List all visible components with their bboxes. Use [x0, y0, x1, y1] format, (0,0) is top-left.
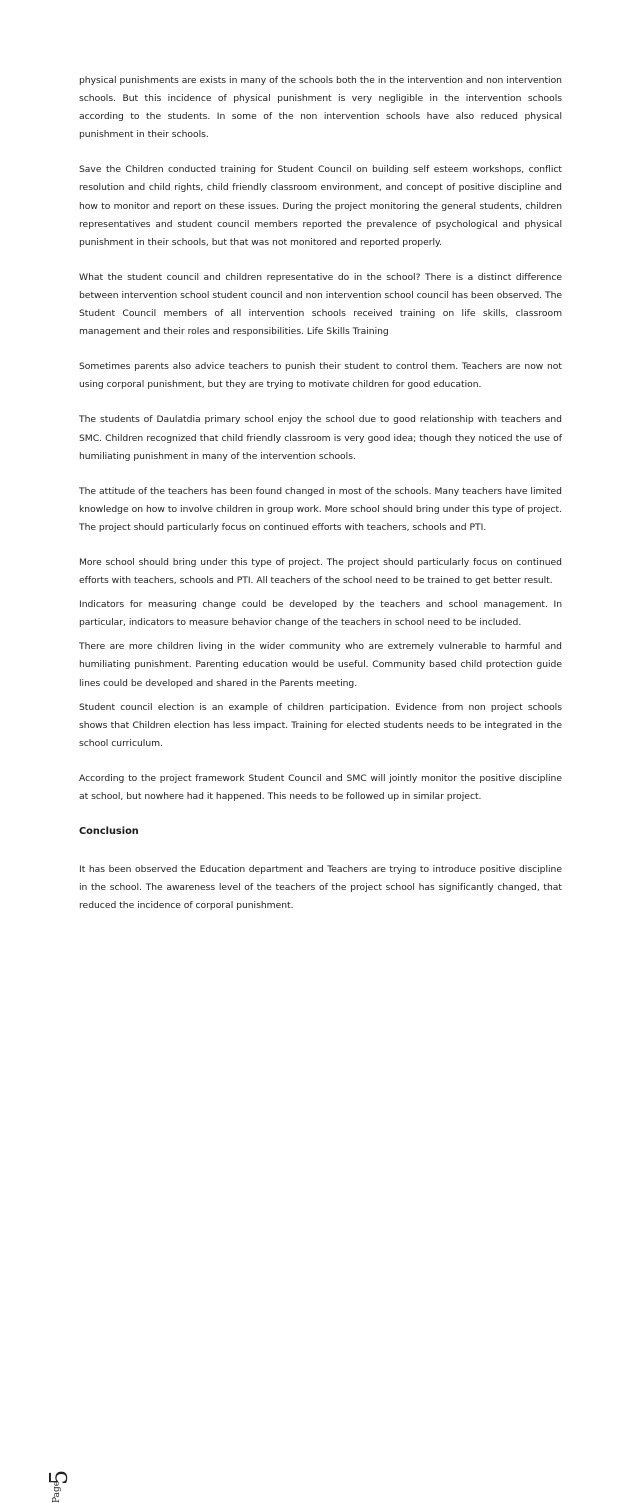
paragraph-10: Student council election is an example of children participation. Evidence from non project schools shows that Children election has less impact. Training for elected students needs to be integrated in the school curriculum. [79, 701, 562, 749]
paragraph-11: According to the project framework Student Council and SMC will jointly monitor the positive discipline at school, but nowhere had it happened. This needs to be followed up in similar project. [79, 772, 562, 802]
page-marker [22, 735, 73, 1503]
paragraph-6: The attitude of the teachers has been found changed in most of the schools. Many teachers have limited knowledge on how to involve children in group work. More school should bring under this type of project. The project should particularly focus on continued efforts with teachers, schools and PTI. [79, 485, 562, 533]
paragraph-7: More school should bring under this type of project. The project should particularly focus on continued efforts with teachers, schools and PTI. All teachers of the school need to be trained to get better result. [79, 556, 562, 587]
conclusion-heading: Conclusion [79, 826, 139, 838]
paragraph-4: Sometimes parents also advice teachers to punish their student to control them. Teachers are now not using corporal punishment, but they are trying to motivate children for good education. [79, 361, 562, 391]
paragraph-3: What the student council and children representative do in the school? There is a distinct difference between intervention school student council and non intervention school council has been observed. The Student Council members of all intervention schools received training on life skills, classroom management and their roles and responsibilities. Life Skills Training [79, 271, 562, 338]
paragraph-9: There are more children living in the wider community who are extremely vulnerable to harmful and humiliating punishment. Parenting education would be useful. Community based child protection guide lines could be developed and shared in the Parents meeting. [79, 641, 562, 689]
paragraph-5: The students of Daulatdia primary school enjoy the school due to good relationship with teachers and SMC. Children recognized that child friendly classroom is very good idea; though they noticed the use of humiliating punishment in many of the intervention schools. [79, 414, 562, 462]
document-body [79, 72, 562, 932]
page-label: Page [52, 1480, 62, 1503]
paragraph-8: Indicators for measuring change could be developed by the teachers and school management. In particular, indicators to measure behavior change of the teachers in school need to be included. [79, 599, 562, 629]
paragraph-2: Save the Children conducted training for Student Council on building self esteem workshops, conflict resolution and child rights, child friendly classroom environment, and concept of positive discipline and how to monitor and report on these issues. During the project monitoring the general students, children representatives and student council members reported the prevalence of psychological and physical punishment in their schools, but that was not monitored and reported properly. [79, 164, 562, 248]
conclusion-paragraph: It has been observed the Education department and Teachers are trying to introduce positive discipline in the school. The awareness level of the teachers of the project school has significantly changed, that reduced the incidence of corporal punishment. [79, 864, 562, 912]
paragraph-1: physical punishments are exists in many of the schools both the in the intervention and non intervention schools. But this incidence of physical punishment is very negligible in the intervention schools according to the students. In some of the non intervention schools have also reduced physical punishment in their schools. [79, 75, 562, 141]
page-number: 5 [45, 1469, 73, 1485]
